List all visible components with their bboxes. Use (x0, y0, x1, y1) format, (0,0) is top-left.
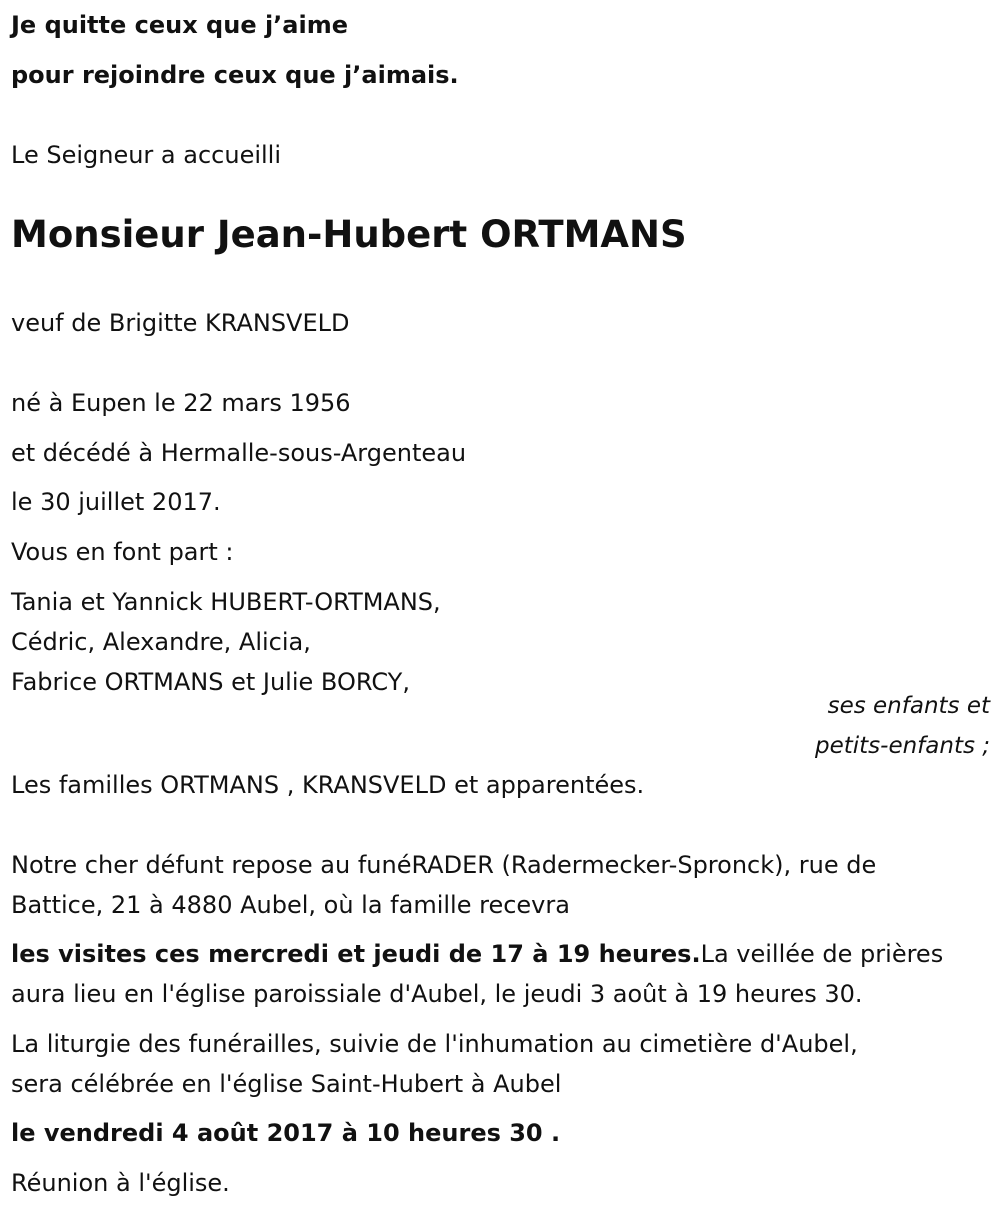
death-date-text: le 30 juillet 2017. (11, 488, 221, 516)
quote-line-1: Je quitte ceux que j’aime (11, 11, 349, 39)
visits-vigil-text: La veillée de prières (700, 940, 944, 968)
intro-text: Le Seigneur a accueilli (11, 141, 282, 169)
meeting-text: Réunion à l'église. (11, 1169, 230, 1197)
liturgy-line-1: La liturgie des funérailles, suivie de l'inhumation au cimetière d'Aubel, (11, 1030, 858, 1058)
list-item: Tania et Yannick HUBERT-ORTMANS, (11, 588, 441, 616)
deceased-name: Monsieur Jean-Hubert ORTMANS (11, 213, 687, 256)
birth-text: né à Eupen le 22 mars 1956 (11, 389, 351, 417)
list-item: Cédric, Alexandre, Alicia, (11, 628, 311, 656)
funeral-date-text: le vendredi 4 août 2017 à 10 heures 30 . (11, 1119, 561, 1147)
families-text: Les familles ORTMANS , KRANSVELD et apparentées. (11, 771, 645, 799)
announce-text: Vous en font part : (11, 538, 234, 566)
children-role-line-1: ses enfants et (827, 693, 990, 719)
visits-line-2: aura lieu en l'église paroissiale d'Aubel, le jeudi 3 août à 19 heures 30. (11, 980, 863, 1008)
spouse-text: veuf de Brigitte KRANSVELD (11, 309, 350, 337)
rest-line-1: Notre cher défunt repose au funéRADER (Radermecker-Spronck), rue de (11, 851, 877, 879)
rest-line-2: Battice, 21 à 4880 Aubel, où la famille recevra (11, 891, 570, 919)
list-item: Fabrice ORTMANS et Julie BORCY, (11, 668, 410, 696)
death-place-text: et décédé à Hermalle-sous-Argenteau (11, 439, 467, 467)
quote-line-2: pour rejoindre ceux que j’aimais. (11, 61, 459, 89)
children-role-line-2: petits-enfants ; (814, 733, 990, 759)
liturgy-line-2: sera célébrée en l'église Saint-Hubert à Aubel (11, 1070, 562, 1098)
visits-bold-text: les visites ces mercredi et jeudi de 17 à 19 heures. (11, 940, 701, 968)
visits-line-1 (11, 939, 943, 969)
